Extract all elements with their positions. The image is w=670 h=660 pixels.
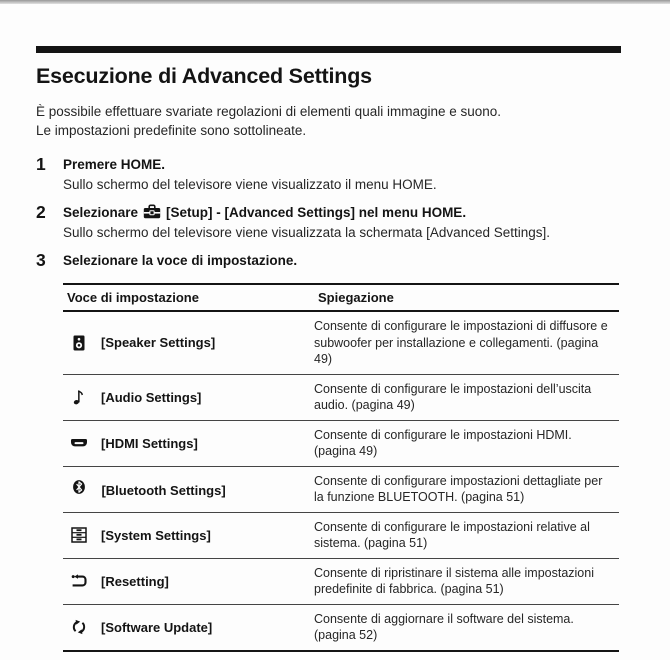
step-3 — [36, 251, 621, 270]
setting-label: [System Settings] — [101, 527, 211, 543]
intro-line-1: È possibile effettuare svariate regolazioni di elementi quali immagine e suono. — [36, 104, 502, 119]
setup-toolbox-icon — [143, 204, 161, 219]
setting-description: Consente di aggiornare il software del sistema. (pagina 52) — [314, 604, 619, 651]
step-1 — [36, 155, 621, 194]
step-2-number: 2 — [36, 202, 46, 222]
step-1-number: 1 — [36, 154, 46, 174]
setting-description: Consente di ripristinare il sistema alle impostazioni predefinite di fabbrica. (pagina 51) — [314, 558, 619, 604]
step-1-heading: Premere HOME. — [63, 157, 166, 172]
setting-description: Consente di configurare le impostazioni di diffusore e subwoofer per installazione e collegamenti. (pagina 49) — [314, 311, 619, 374]
table-row-speaker-settings — [63, 311, 619, 374]
step-1-body: Sullo schermo del televisore viene visualizzato il menu HOME. — [63, 177, 437, 192]
setting-description: Consente di configurare le impostazioni HDMI. (pagina 49) — [314, 420, 619, 466]
speaker-icon — [70, 335, 88, 351]
table-row-resetting — [63, 558, 619, 604]
title-rule — [36, 46, 621, 53]
table-header-spiegazione: Spiegazione — [314, 284, 619, 311]
setting-label: [Speaker Settings] — [101, 335, 216, 351]
table-row-software-update — [63, 604, 619, 651]
steps-list — [36, 155, 621, 270]
setting-label: [Bluetooth Settings] — [101, 482, 226, 498]
step-3-number: 3 — [36, 250, 46, 270]
hdmi-icon — [70, 438, 88, 448]
step-2 — [36, 203, 621, 242]
setting-label: [Software Update] — [101, 619, 213, 635]
reset-arrow-icon — [70, 574, 88, 588]
software-update-icon — [70, 619, 88, 635]
table-row-audio-settings — [63, 374, 619, 420]
step-3-heading: Selezionare la voce di impostazione. — [63, 253, 298, 268]
step-2-body: Sullo schermo del televisore viene visualizzata la schermata [Advanced Settings]. — [63, 225, 550, 240]
table-row-hdmi-settings — [63, 420, 619, 466]
table-row-system-settings — [63, 512, 619, 558]
table-row-bluetooth-settings — [63, 466, 619, 512]
intro-paragraph — [36, 102, 621, 140]
setting-description: Consente di configurare le impostazioni relative al sistema. (pagina 51) — [314, 512, 619, 558]
table-header-voce: Voce di impostazione — [63, 284, 314, 311]
page-title: Esecuzione di Advanced Settings — [36, 64, 372, 88]
manual-page — [0, 4, 670, 652]
step-2-heading-post: [Setup] - [Advanced Settings] nel menu HOME. — [166, 205, 467, 220]
system-drawers-icon — [70, 527, 88, 543]
setting-label: [HDMI Settings] — [101, 435, 198, 451]
setting-description: Consente di configurare impostazioni dettagliate per la funzione BLUETOOTH. (pagina 51) — [314, 466, 619, 512]
table-header-row — [63, 284, 619, 311]
music-note-icon — [70, 389, 88, 405]
setting-label: [Resetting] — [101, 573, 169, 589]
step-2-heading-pre: Selezionare — [63, 205, 139, 220]
bluetooth-icon — [70, 479, 88, 495]
step-2-heading — [63, 203, 621, 222]
intro-line-2: Le impostazioni predefinite sono sottolineate. — [36, 123, 307, 138]
settings-table — [63, 283, 619, 652]
setting-description: Consente di configurare le impostazioni dell’uscita audio. (pagina 49) — [314, 374, 619, 420]
setting-label: [Audio Settings] — [101, 389, 202, 405]
